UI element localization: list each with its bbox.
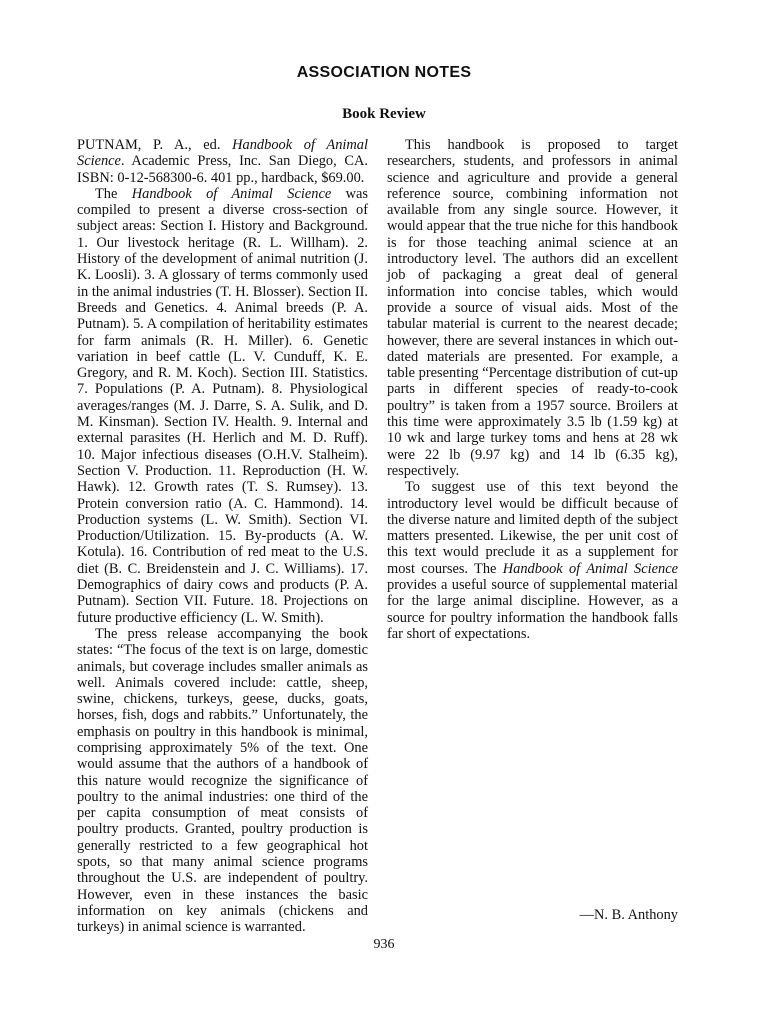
contents-lead: The xyxy=(95,185,118,202)
target-audience-paragraph: This handbook is proposed to target researchers, students, and professors in animal science and agriculture and provide a general reference source, combining information not available from any single source. However, it would appear that the true niche for this handbook is for those teaching animal science at an introductory level. The authors did an excellent job of packaging a great deal of general information into concise tables, which would provide a source of visual aids. Most of the tabular material is current to the nearest decade; however, there are several instances in which out-dated materials are presented. For example, a table presenting “Percentage distribution of cut-up parts in different species of ready-to-cook poultry” is taken from a 1957 source. Broilers at this time were approximately 3.5 lb (1.59 kg) at 10 wk and large turkey toms and hens at 28 wk were 22 lb (9.97 kg) and 14 lb (6.35 kg), respectively. xyxy=(387,137,678,479)
contents-text: was compiled to present a diverse cross-section of subject areas: Section I. History and Background. 1. Our livestock heritage (R. L. Willham). 2. History of the development of animal nutrition (J. K. Loosli). 3. A glossary of terms commonly used in the animal industries (T. H. Blosser). Section II. Breeds and Genetics. 4. Animal breeds (P. A. Putnam). 5. A compilation of heritability estimates for farm animals (R. H. Miller). 6. Genetic variation in beef cattle (L. V. Cunduff, K. E. Gregory, and R. M. Koch). Section III. Statistics. 7. Populations (P. A. Putnam). 8. Physiological averages/ranges (M. J. Darre, S. A. Sulik, and D. M. Kinsman). Section IV. Health. 9. Internal and external parasites (H. Herlich and M. D. Ruff). 10. Major infectious diseases (O.H.V. Stalheim). Section V. Production. 11. Reproduction (H. W. Hawk). 12. Growth rates (T. S. Rumsey). 13. Protein conversion ratio (A. C. Hammond). 14. Production systems (L. W. Smith). Section VI. Production/Utilization. 15. By-products (A. W. Kotula). 16. Contribution of red meat to the U.S. diet (B. C. Breidenstein and J. C. Williams). 17. Demographics of dairy cows and products (P. A. Putnam). Section VII. Future. 18. Projections on future productive efficiency (L. W. Smith). xyxy=(77,185,368,626)
citation-publisher: . Academic Press, Inc. San Diego, CA. ISBN: 0-12-568300-6. 401 pp., hardback, $69.00. xyxy=(77,153,368,186)
article-title: Book Review xyxy=(342,106,426,122)
left-column xyxy=(77,137,368,936)
right-column xyxy=(387,137,678,642)
contents-book-title: Handbook of Animal Science xyxy=(131,185,332,202)
conclusion-paragraph xyxy=(387,479,678,642)
press-release-paragraph: The press release accompanying the book states: “The focus of the text is on large, domestic animals, but coverage includes smaller animals as well. Animals covered include: cattle, sheep, swine, chickens, turkeys, geese, ducks, goats, horses, fish, dogs and rabbits.” Unfortunately, the emphasis on poultry in this handbook is minimal, comprising approximately 5% of the text. One would assume that the authors of a handbook of this nature would recognize the significance of poultry to the animal industries: one third of the per capita consumption of meat consists of poultry products. Granted, poultry production is generally restricted to a few geographical hot spots, so that many animal science programs throughout the U.S. are independent of poultry. However, even in these instances the basic information on key animals (chickens and turkeys) in animal science is warranted. xyxy=(77,625,368,936)
section-heading: ASSOCIATION NOTES xyxy=(296,64,472,81)
citation-author: PUTNAM, P. A., ed. xyxy=(77,137,221,153)
conclusion-text-after: provides a useful source of supplemental material for the large animal discipline. However, as a source for poultry information the handbook falls far short of expectations. xyxy=(387,577,678,642)
page-number: 936 xyxy=(373,937,395,952)
conclusion-book-title: Handbook of Animal Science xyxy=(502,560,678,577)
contents-paragraph xyxy=(77,186,368,626)
conclusion-text-before: To suggest use of this text beyond the introductory level would be difficult because of the diverse nature and limited depth of the subject matters presented. Likewise, the per unit cost of this text would preclude it as a supplement for most courses. The xyxy=(387,479,678,577)
citation xyxy=(77,137,368,186)
citation-book-title: Handbook of Animal Science xyxy=(77,137,368,170)
reviewer-signature: —N. B. Anthony xyxy=(579,907,678,923)
